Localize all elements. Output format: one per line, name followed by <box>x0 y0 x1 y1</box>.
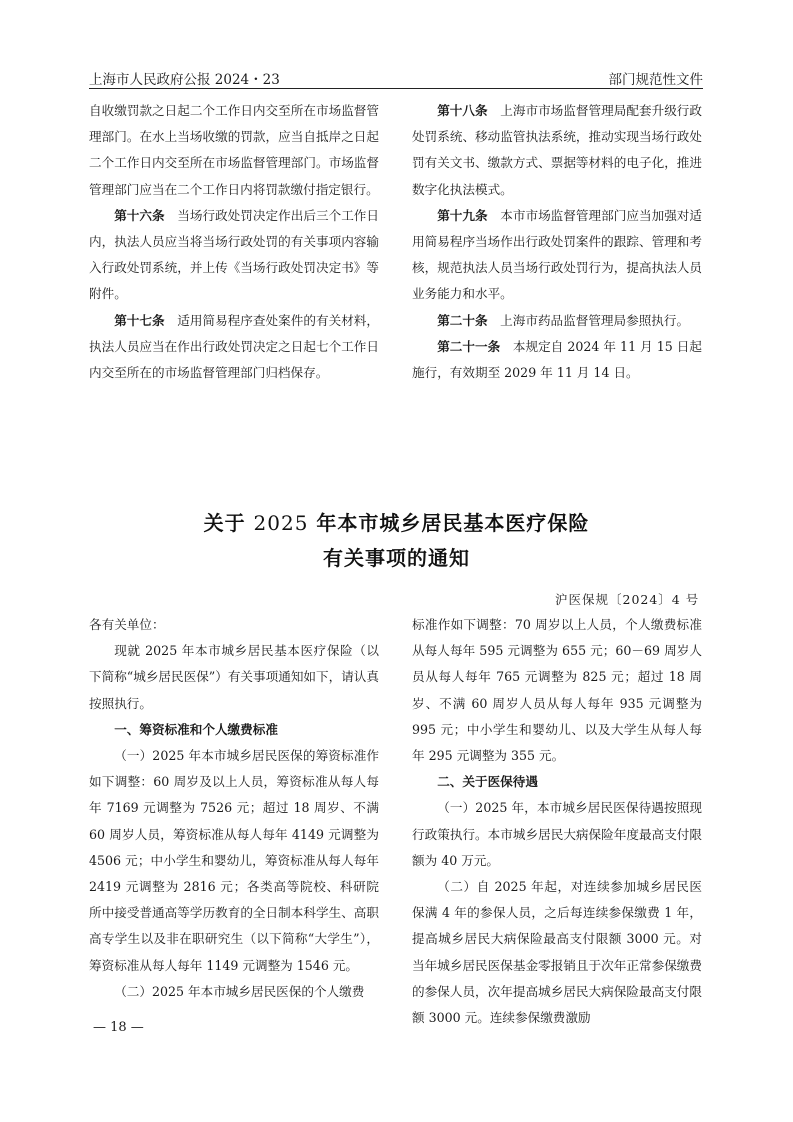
article-text: 本市市场监督管理部门应当加强对适用简易程序当场作出行政处罚案件的跟踪、管理和考核，规范执法人员当场行政处罚行为，提高执法人员业务能力和水平。 <box>412 207 703 302</box>
previous-document-column-2 <box>412 98 702 386</box>
title-rest: 年本市城乡居民基本医疗保险 <box>316 511 590 535</box>
notice-column-1 <box>89 612 379 1005</box>
document-number: 沪医保规〔2024〕4 号 <box>555 592 700 607</box>
article-20 <box>412 308 702 334</box>
article-16 <box>89 203 379 308</box>
article-18 <box>412 98 702 203</box>
article-label: 第二十条 <box>437 312 488 328</box>
section-heading: 二、关于医保待遇 <box>437 774 538 790</box>
title-year: 2025 <box>253 511 309 535</box>
paragraph: （一）2025 年本市城乡居民医保的筹资标准作如下调整：60 周岁及以上人员，筹资标准从每人每年 7169 元调整为 7526 元；超过 18 周岁、不满 60 周岁人员，筹资标准从每人每年 4149 元调整为 4506 元；中小学生和婴幼儿，筹资标准从每人每年 2419 元调整为 2816 元；各类高等院校、科研院所中接受普通高等学历教育的全日制本科学生、高职高专学生以及非在职研究生（以下简称“大学生”），筹资标准从每人每年 1149 元调整为 1546 元。 <box>89 748 379 973</box>
article-label: 第十九条 <box>437 207 488 223</box>
title-prefix: 关于 <box>203 511 246 535</box>
section-title: 部门规范性文件 <box>608 72 703 88</box>
article-17 <box>89 308 379 387</box>
paragraph: 现就 2025 年本市城乡居民基本医疗保险（以下简称“城乡居民医保”）有关事项通知如下，请认真按照执行。 <box>89 643 379 711</box>
paragraph: （二）自 2025 年起，对连续参加城乡居民医保满 4 年的参保人员，之后每连续参保缴费 1 年，提高城乡居民大病保险最高支付限额 3000 元。对当年城乡居民医保基金零报销且于次年正常参保缴费的参保人员，次年提高城乡居民大病保险最高支付限额 3000 元。连续参保缴费激励 <box>412 879 702 1026</box>
article-text: 上海市市场监督管理局配套升级行政处罚系统、移动监管执法系统，推动实现当场行政处罚有关文书、缴款方式、票据等材料的电子化，推进数字化执法模式。 <box>412 103 703 197</box>
article-19 <box>412 203 702 308</box>
article-label: 第十六条 <box>114 207 165 223</box>
publication-title: 上海市人民政府公报 2024・23 <box>89 72 280 88</box>
article-label: 第二十一条 <box>437 338 501 354</box>
paragraph: （二）2025 年本市城乡居民医保的个人缴费 <box>114 983 365 999</box>
paragraph: 自收缴罚款之日起二个工作日内交至所在市场监督管理部门。在水上当场收缴的罚款，应当自抵岸之日起二个工作日内交至所在市场监督管理部门。市场监督管理部门应当在二个工作日内将罚款缴付指定银行。 <box>89 103 379 197</box>
paragraph: 标准作如下调整：70 周岁以上人员，个人缴费标准从每人每年 595 元调整为 655 元；60－69 周岁人员从每人每年 765 元调整为 825 元；超过 18 周岁、不满 60 周岁人员从每人每年 935 元调整为 995 元；中小学生和婴幼儿、以及大学生从每人每年 295 元调整为 355 元。 <box>412 617 702 764</box>
page-header <box>89 64 703 89</box>
article-21 <box>412 334 702 386</box>
article-text: 上海市药品监督管理局参照执行。 <box>500 312 690 328</box>
previous-document-column-1 <box>89 98 379 386</box>
salutation: 各有关单位： <box>89 617 165 632</box>
article-text: 适用简易程序查处案件的有关材料，执法人员应当在作出行政处罚决定之日起七个工作日内交至所在的市场监督管理部门归档保存。 <box>89 312 380 381</box>
notice-title-line-1 <box>0 507 793 536</box>
article-text: 当场行政处罚决定作出后三个工作日内，执法人员应当将当场行政处罚的有关事项内容输入行政处罚系统，并上传《当场行政处罚决定书》等附件。 <box>89 207 380 302</box>
article-label: 第十八条 <box>437 103 488 118</box>
paragraph: （一）2025 年，本市城乡居民医保待遇按照现行政策执行。本市城乡居民大病保险年度最高支付限额为 40 万元。 <box>412 800 702 868</box>
notice-column-2 <box>412 612 702 1031</box>
section-heading: 一、筹资标准和个人缴费标准 <box>114 721 278 737</box>
article-text: 本规定自 2024 年 11 月 15 日起施行，有效期至 2029 年 11 月 14 日。 <box>412 338 702 381</box>
notice-title-line-2: 有关事项的通知 <box>323 546 470 570</box>
article-label: 第十七条 <box>114 312 165 328</box>
page-number: — 18 — <box>93 1020 144 1035</box>
